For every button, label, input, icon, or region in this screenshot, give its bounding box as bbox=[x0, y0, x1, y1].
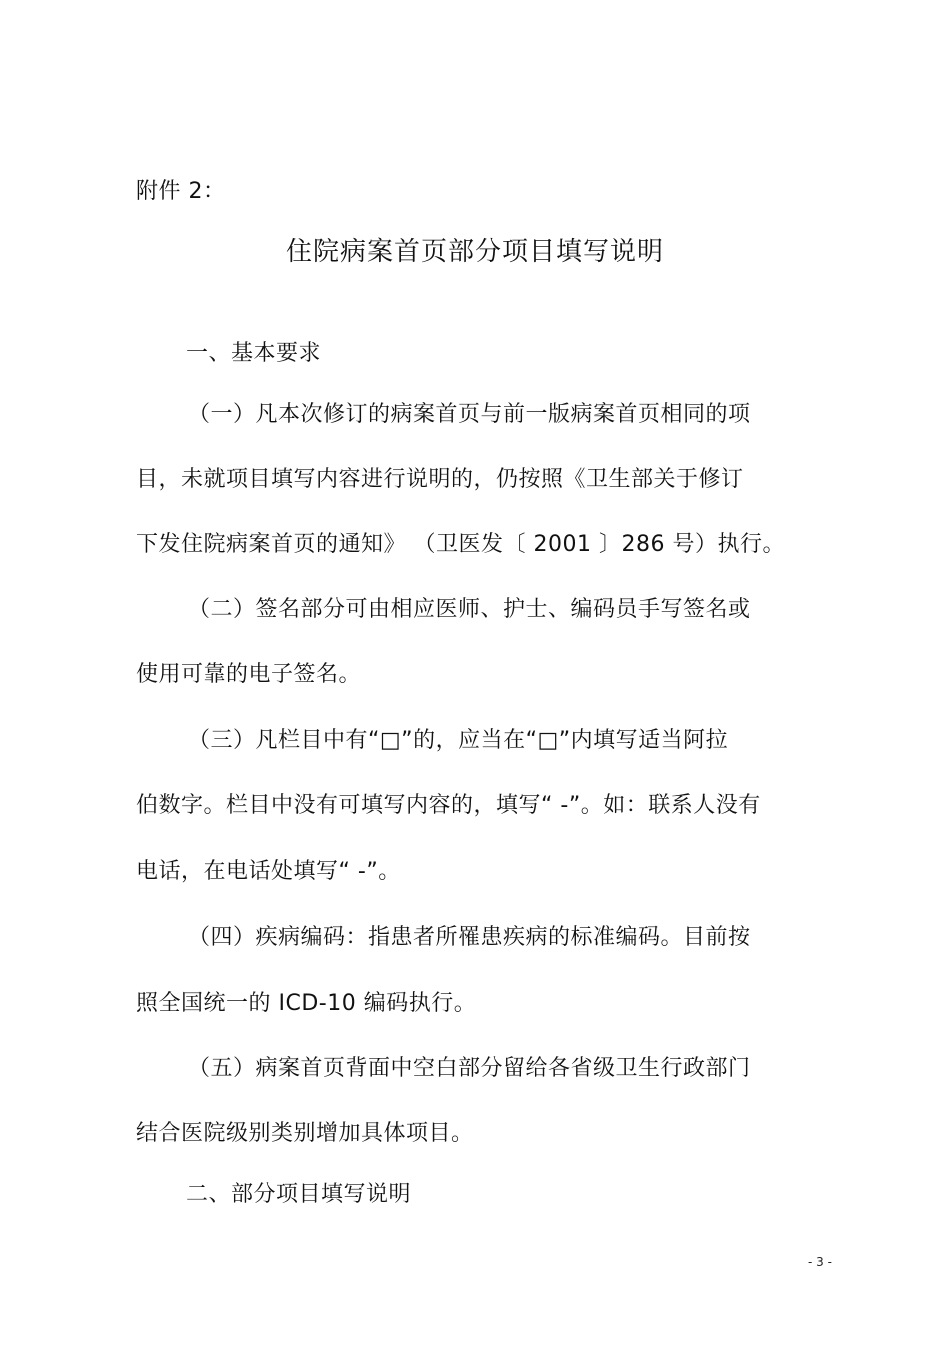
paragraph-line: （五）病案首页背面中空白部分留给各省级卫生行政部门 bbox=[188, 1056, 751, 1081]
paragraph-line: 使用可靠的电子签名。 bbox=[136, 662, 362, 687]
paragraph-line: 伯数字。栏目中没有可填写内容的，填写“ -”。如：联系人没有 bbox=[136, 793, 761, 818]
section-heading-partial-items: 二、部分项目填写说明 bbox=[186, 1182, 412, 1207]
paragraph-line: 下发住院病案首页的通知》 （卫医发〔 2001 〕286 号）执行。 bbox=[136, 532, 785, 557]
paragraph-line: 照全国统一的 ICD-10 编码执行。 bbox=[136, 991, 477, 1016]
paragraph-line: （四）疾病编码：指患者所罹患疾病的标准编码。目前按 bbox=[188, 925, 751, 950]
paragraph-line: 电话，在电话处填写“ -”。 bbox=[136, 859, 401, 884]
paragraph-line: 目，未就项目填写内容进行说明的，仍按照《卫生部关于修订 bbox=[136, 467, 744, 492]
paragraph-line: 结合医院级别类别增加具体项目。 bbox=[136, 1121, 474, 1146]
page-number: - 3 - bbox=[808, 1255, 832, 1269]
paragraph-line: （二）签名部分可由相应医师、护士、编码员手写签名或 bbox=[188, 597, 751, 622]
paragraph-line: （三）凡栏目中有“□”的，应当在“□”内填写适当阿拉 bbox=[188, 728, 729, 753]
document-title: 住院病案首页部分项目填写说明 bbox=[285, 237, 664, 267]
paragraph-line: （一）凡本次修订的病案首页与前一版病案首页相同的项 bbox=[188, 402, 751, 427]
attachment-label: 附件 2： bbox=[136, 179, 226, 204]
section-heading-basic-requirements: 一、基本要求 bbox=[186, 341, 322, 366]
